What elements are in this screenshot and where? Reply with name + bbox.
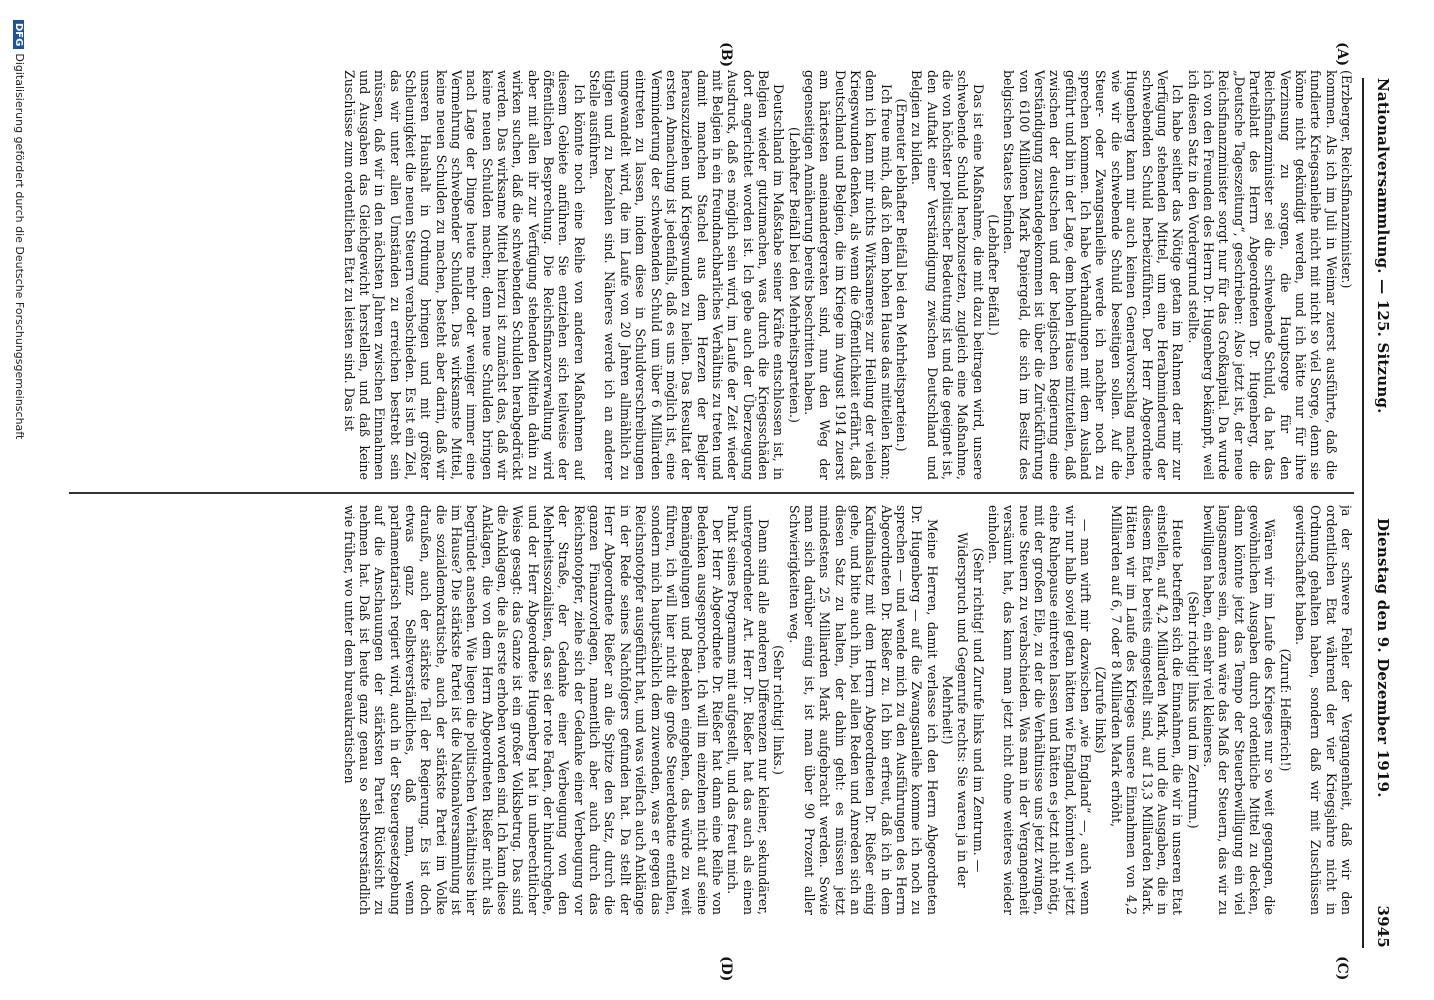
- funding-note: Digitalisierung gefördert durch die Deutsche Forschungsgemeinschaft: [13, 53, 26, 440]
- paragraph: Der Herr Abgeordnete Dr. Rießer hat dann eine Reihe von Bedenken ausgesprochen. Ich will im einzelnen nicht auf seine Bemängelungen und Bedenken eingehen, das würde zu weit führen, ich will hier nicht die große Steuerdebatte entfalten, sondern mich hauptsächlich dem zuwenden, was er gegen das Reichsnotopfer ausgeführt hat, und was vielfach auch Anklänge in der Rede seines Nachfolgers gefunden hat. Da stellt der Herr Abgeordnete Rießer an die Spitze den Satz, durch die ganzen Finanzvorlagen, namentlich aber auch durch das Reichsnotopfer, ziehe sich der Gedanke einer Verbeugung vor der Straße, der Gedanke einer Verbeugung von den Mehrheitssozialisten, das sei der rote Faden, der hindurchgehe, und der Herr Abgeordnete Hugenberg hat in unberechtlicher Weise gesagt: das Ganze ist ein großer Volksbetrug. Das sind die Anklagen, die als erste erhoben worden sind. Ich kann diese Anklagen, die von dem Herrn Abgeordneten Rießer nicht als begründet ansehen. Wie liegen die politischen Verhältnisse hier im Hause? Die stärkste Partei ist die Nationalversammlung ist die sozialdemokratische, auch der stärkste Partei im Volke draußen, auch der stärkste Teil der Regierung. Es ist doch etwas ganz Selbstverständliches, daß man, wenn parlamentarisch regiert wird, auch in der Steuergesetzgebung auf die Anschauungen der stärksten Partei Rücksicht zu nehmen hat. Daß ist heute ganz genau so selbstverständlich wie früher, wo unter dem bureaukratischen: [341, 505, 725, 915]
- paragraph: (Erzberger, Reichsfinanzminister.): [1339, 70, 1354, 289]
- paragraph: kommen. Als ich im Juli in Weimar zuerst ausführte, daß die fundierte Kriegsanleihe nicht mit nicht so viel Sorge, denn sie könne nicht gekündigt werden, und ich hätte nur für ihre Verzinsung zu sorgen, die Hauptsorge für den Reichsfinanzminister sei die schwebende Schuld, da hat das Parteiblatt des Herrn Abgeordneten Dr. Hugenberg, die „Deutsche Tageszeitung“, geschrieben: Also jetzt ist, der neue Reichsfinanzminister sorgt nur für das Großkapital. Da wurde ich von den Freunden des Herrn Dr. Hugenberg bekämpft, weil ich diesen Satz in den Vordergrund stellte.: [1185, 70, 1339, 480]
- header-title: Nationalversammlung. — 125. Sitzung.: [1374, 78, 1392, 414]
- interjection: (Erneuter lebhafter Beifall bei den Mehrheitsparteien.): [894, 98, 910, 452]
- margin-mark-c: (C): [1334, 956, 1350, 981]
- interjection: (Zurufe links): [1093, 666, 1109, 754]
- margin-mark-a: (A): [1334, 42, 1350, 67]
- paragraph: — man wirft mir dazwischen „wie England“ —, auch wenn wir nur halb soviel getan hätten wie England, könnten wir jetzt eine Ruhepause eintreten lassen und hätten es jetzt nicht nötig, mit der großen Eile, zu der die Verhältnisse uns jetzt zwingen, neue Steuern zu verabschieden. Was man in der Vergangenheit versäumt hat, das kann man jetzt nicht ohne weiteres wieder einholen.: [986, 505, 1094, 915]
- margin-mark-b: (B): [718, 42, 734, 68]
- paragraph: Das ist eine Maßnahme, die mit dazu beitragen wird, unsere schwebende Schuld herabzusetzen, zugleich eine Maßnahme, die von höchster politischer Bedeutung ist und die geeignet ist, den Auftakt einer Verständigung zwischen Deutschland und Belgien zu bilden.: [909, 70, 986, 480]
- right-column: [54, 505, 1354, 915]
- paragraph: Meine Herren, damit verlasse ich den Herrn Abgeordneten Dr. Hugenberg — auf die Zwangsanleihe komme ich noch zu sprechen — und wende mich zu den Ausführungen des Herrn Abgeordneten Dr. Rießer zu. Ich bin erfreut, daß ich in dem Kardinalsatz mit dem Herrn Abgeordneten Dr. Rießer einig gehe, und bitte auch ihn, bei allen Reden und Anreden sich an diesen Satz zu halten, der dahin geht: es müssen jetzt mindestens 25 Milliarden Mark aufgebracht werden. Sowie man sich darüber einig ist, ist man über 90 Prozent aller Schwierigkeiten weg.: [786, 505, 940, 915]
- page-header: [1366, 78, 1392, 948]
- paragraph: Ich könnte noch eine Reihe von anderen Maßnahmen auf diesem Gebiete anführen. Sie entziehen sich teilweise der öffentlichen Besprechung. Die Reichsfinanzverwaltung wird aber mit allen ihr zur Verfügung stehenden Mitteln dahin zu wirken suchen, daß die schwebenden Schulden herabgedrückt werden. Das wirksame Mittel hierzu ist zunächst das, daß wir keine neuen Schulden machen; denn neue Schulden bringen nach Lage der Dinge heute mehr oder weniger immer eine Vermehrung schwebender Schulden. Das wirksamste Mittel, keine neuen Schulden zu machen, besteht aber darin, daß wir unseren Haushalt in Ordnung bringen und mit größter Schleunigkeit die neuen Steuern verabschieden. Es ist ein Ziel, das wir unter allen Umständen zu erreichen bestrebt sein müssen, daß wir in den nächsten Jahren zwischen Einnahmen und Ausgaben das Gleichgewicht herstellen, und daß keine Zuschüsse zum ordentlichen Etat zu leisten sind. Das ist: [341, 70, 587, 480]
- paragraph: Deutschland im Maßstabe seiner Kräfte entschlossen ist, in Belgien wieder gutzumachen, was durch die Kriegsschäden dort angerichtet worden ist. Ich gebe auch der Überzeugung Ausdruck, daß es möglich sein wird, im Laufe der Zeit wieder mit Belgien in ein freundnachbarliches Verhältnis zu treten und damit manchen Stachel aus dem Herzen der Belgier herauszuziehen und Kriegswunden zu heilen. Das Resultat der ersten Abmachung ist jedenfalls, daß es uns möglich ist, eine Verminderung der schwebenden Schuld um über 6 Milliarden eintreten zu lassen, indem diese in Schuldverschreibungen umgewandelt wird, die im Laufe von 20 Jahren allmählich zu tilgen und zu bezahlen sind. Näheres werde ich an anderer Stelle ausführen.: [587, 70, 787, 480]
- left-column: [54, 70, 1354, 480]
- interjection: (Lebhafter Beifall bei den Mehrheitsparteien.): [786, 127, 802, 423]
- paragraph: Ich freue mich, daß ich dem hohen Hause das mitteilen kann; denn ich kann mir nichts Wirksameres zur Heilung der vielen Kriegswunden denken, als wenn die Öffentlichkeit erfährt, daß Deutschland und Belgien, die im Kriege im August 1914 zuerst am härtesten aneinandergeraten sind, nun den Weg der gegenseitigen Annäherung bereits beschritten haben.: [801, 70, 894, 480]
- paragraph: ja der schwere Fehler der Vergangenheit, daß wir den ordentlichen Etat während der vier Kriegsjahre nicht in Ordnung gehalten haben, sondern daß wir mit Zuschüssen gewirtschaftet haben.: [1292, 505, 1354, 915]
- page-number: 3945: [1374, 905, 1392, 948]
- interjection: (Lebhafter Beifall.): [986, 214, 1002, 336]
- margin-mark-d: (D): [718, 956, 734, 982]
- paragraph: Dann sind alle anderen Differenzen nur kleiner, sekundärer, untergeordneter Art. Herr Dr. Rießer hat das auch als einen Punkt seines Programms mit aufgestellt, und das freut mich.: [725, 505, 771, 915]
- paragraph: Wären wir im Laufe des Krieges nur so weit gegangen, die gewöhnlichen Ausgaben durch ordentliche Mittel zu decken, dann könnte jetzt das Tempo der Steuerbewilligung ein viel langsameres sein, dann wäre das Maß der Steuern, das wir zu bewilligen haben, ein sehr viel kleineres.: [1200, 505, 1278, 915]
- interjection: (Sehr richtig! links und im Zentrum.): [1185, 591, 1201, 829]
- paragraph: Heute betreffen sich die Einnahmen, die wir in unseren Etat einstellen, auf 4,2 Milliarden Mark, und die Ausgaben, die in diesem Etat bereits eingestellt sind, auf 13,3 Milliarden Mark. Hätten wir im Laufe des Krieges unsere Einnahmen von 4,2 Milliarden auf 6, 7 oder 8 Milliarden Mark erhöht,: [1108, 505, 1186, 915]
- header-rule: [1362, 78, 1364, 948]
- interjection: (Zuruf: Helfferich!): [1277, 648, 1293, 772]
- interjection: (Sehr richtig! links.): [771, 645, 787, 775]
- paragraph: Ich habe seither das Nötige getan im Rahmen der mir zur Verfügung stehenden Mittel, um eine Herabminderung der schwebenden Schuld herbeizuführen. Der Herr Abgeordnete Hugenberg kann mir auch keinen Generalvorschlag machen, wie wir die schwebende Schuld beseitigen sollen. Auf die Steuer- oder Zwangsanleihe werde ich nachher noch zu sprechen kommen. Ich habe Verhandlungen mit dem Ausland geführt und bin in der Lage, dem hohen Hause mitzuteilen, daß zwischen der deutschen und der belgischen Regierung eine Verständigung zustandegekommen ist über die Zurückführung von 6100 Millionen Mark Papiergeld, die sich im Besitz des belgischen Staates befinden.: [1001, 70, 1186, 480]
- funding-footer: [13, 20, 26, 439]
- interjection: (Sehr richtig! und Zurufe links und im Zentrum. — Widerspruch und Gegenrufe rechts: Sie waren ja in der Mehrheit!): [940, 532, 986, 888]
- header-date: Dienstag den 9. Dezember 1919.: [1374, 518, 1392, 798]
- dfg-logo: DFG: [13, 20, 24, 49]
- column-divider: [69, 492, 1354, 494]
